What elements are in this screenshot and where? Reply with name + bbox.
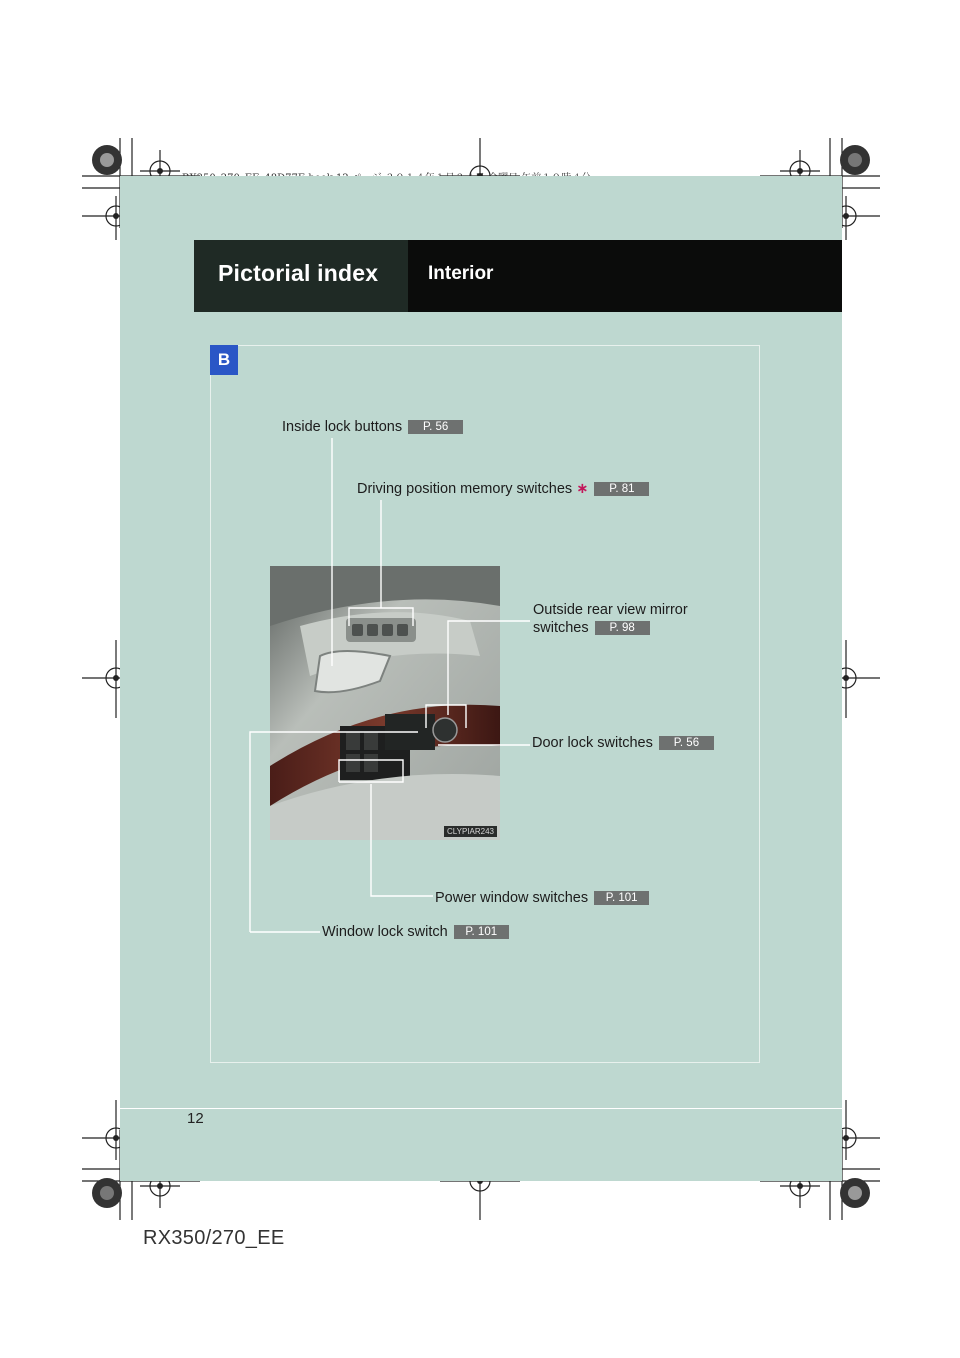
- callout-inside-lock-label: Inside lock buttons: [282, 419, 403, 435]
- asterisk-icon: ∗: [576, 481, 589, 497]
- callout-window-lock-label: Window lock switch: [322, 924, 448, 940]
- callout-door-lock: [532, 735, 714, 751]
- image-code: CLYPIAR243: [444, 826, 497, 837]
- callout-power-window-label: Power window switches: [435, 890, 589, 906]
- footer-divider: [120, 1108, 842, 1109]
- callout-driving-memory-label: Driving position memory switches: [357, 481, 573, 497]
- callout-window-lock: [322, 924, 509, 940]
- page-ref-mirror[interactable]: P. 98: [595, 621, 650, 635]
- page-number: 12: [187, 1110, 204, 1127]
- model-code: RX350/270_EE: [143, 1227, 285, 1249]
- page-ref-driving-memory[interactable]: P. 81: [594, 482, 649, 496]
- callout-power-window: [435, 890, 649, 906]
- page-ref-door-lock[interactable]: P. 56: [659, 736, 714, 750]
- page-ref-window-lock[interactable]: P. 101: [454, 925, 509, 939]
- callout-mirror-label-line2: switches: [533, 620, 589, 636]
- section-badge: B: [210, 345, 238, 375]
- callout-driving-memory: [357, 481, 649, 497]
- page-ref-inside-lock[interactable]: P. 56: [408, 420, 463, 434]
- page-subtitle: Interior: [428, 263, 494, 284]
- callout-inside-lock: [282, 419, 463, 435]
- section-title: Pictorial index: [218, 260, 379, 286]
- callout-mirror-label-line1: Outside rear view mirror: [533, 602, 688, 618]
- callout-door-lock-label: Door lock switches: [532, 735, 653, 751]
- page-ref-power-window[interactable]: P. 101: [594, 891, 649, 905]
- callout-mirror: [533, 602, 688, 636]
